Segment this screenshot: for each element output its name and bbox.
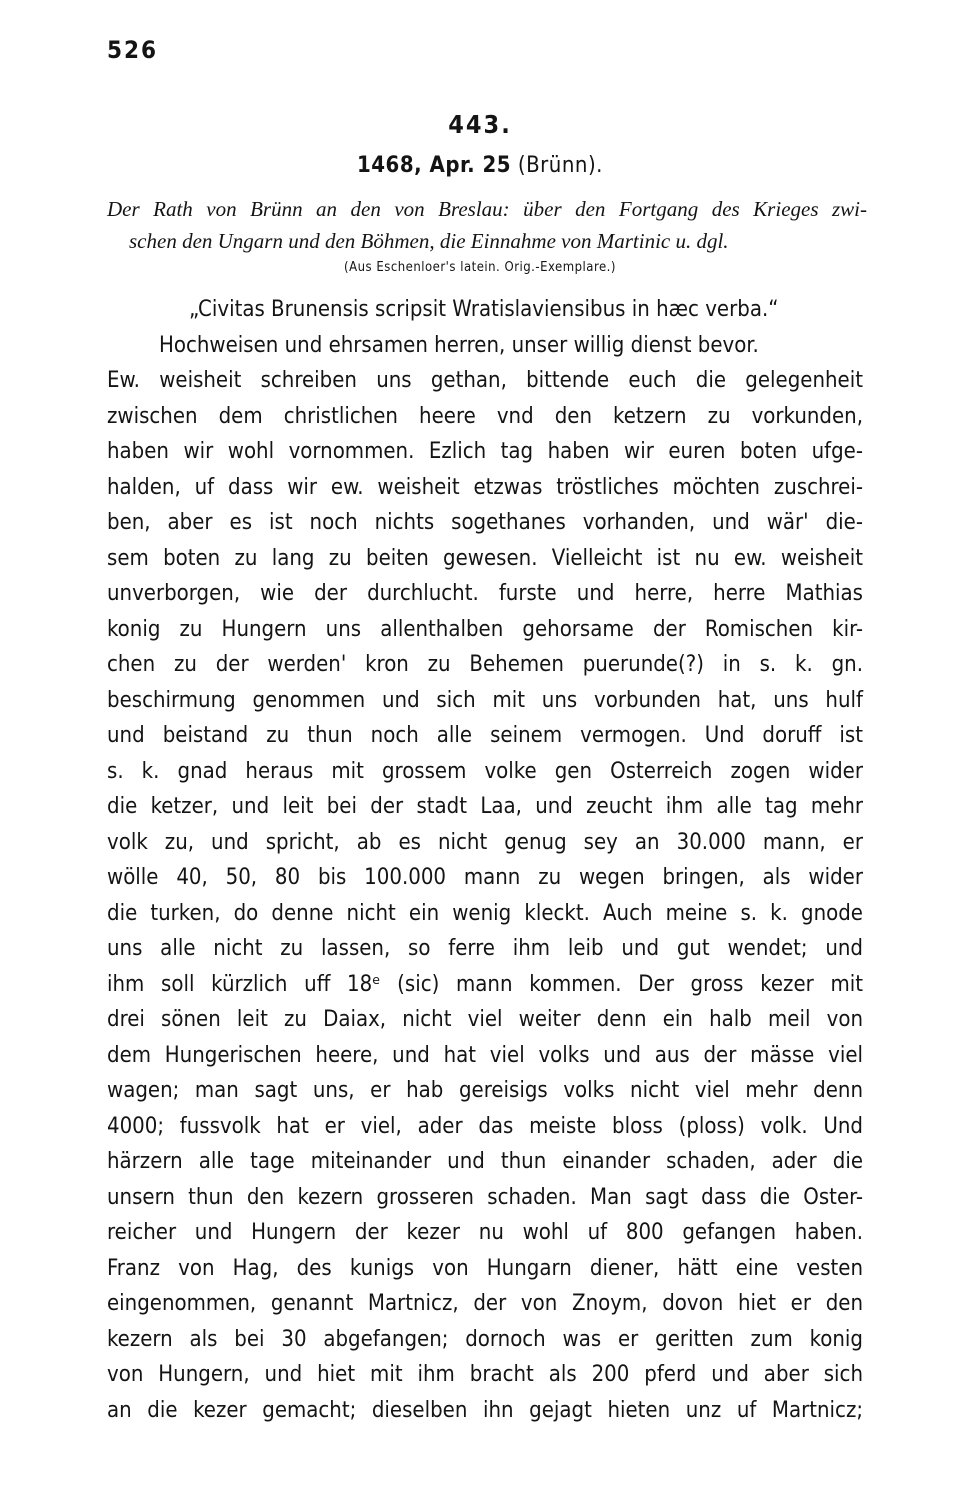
document-date: 1468, Apr. 25	[357, 153, 512, 178]
body-line: 4000; fussvolk hat er viel, ader das meiste bloss (ploss) volk. Und	[107, 1113, 863, 1139]
body-line: Ew. weisheit schreiben uns gethan, bittende euch die gelegenheit	[107, 368, 863, 393]
body-line: unverborgen, wie der durchlucht. furste und herre, herre Mathias	[107, 581, 863, 606]
body-line: die ketzer, und leit bei der stadt Laa, und zeucht ihm alle tag mehr	[107, 794, 863, 819]
body-line: an die kezer gemacht; dieselben ihn gejagt hieten unz uf Martnicz;	[107, 1397, 863, 1423]
summary-line: schen den Ungarn und den Böhmen, die Einnahme von Martinic u. dgl.	[129, 229, 729, 253]
body-line: uns alle nicht zu lassen, so ferre ihm leib und gut wendet; und	[107, 936, 863, 961]
document-place: (Brünn).	[517, 153, 603, 178]
body-line: Franz von Hag, des kunigs von Hungarn diener, hätt eine vesten	[107, 1255, 863, 1281]
body-line: eingenommen, genannt Martnicz, der von Znoym, dovon hiet er den	[107, 1291, 863, 1316]
body-line: chen zu der werden' kron zu Behemen puerunde(?) in s. k. gn.	[107, 652, 863, 677]
body-line: halden, uf dass wir ew. weisheit etzwas tröstliches möchten zuschrei-	[107, 474, 863, 500]
body-line: unsern thun den kezern grosseren schaden. Man sagt dass die Oster-	[107, 1184, 863, 1210]
body-line: sem boten zu lang zu beiten gewesen. Vielleicht ist nu ew. weisheit	[107, 545, 863, 571]
document-summary	[107, 193, 867, 257]
document-number: 443.	[448, 110, 512, 139]
source-note: (Aus Eschenloer's latein. Orig.-Exemplare.)	[344, 260, 616, 275]
body-line: die turken, do denne nicht ein wenig kleckt. Auch meine s. k. gnode	[107, 900, 863, 926]
body-line: reicher und Hungern der kezer nu wohl uf 800 gefangen haben.	[107, 1220, 863, 1245]
body-line: wagen; man sagt uns, er hab gereisigs volks nicht viel mehr denn	[107, 1078, 863, 1103]
summary-line: Der Rath von Brünn an den von Breslau: über den Fortgang des Krieges zwi-	[107, 197, 867, 221]
body-line: haben wir wohl vornommen. Ezlich tag haben wir euren boten ufge-	[107, 439, 863, 464]
body-line: drei sönen leit zu Daiax, nicht viel weiter denn ein halb meil von	[107, 1007, 863, 1032]
body-line: Hochweisen und ehrsamen herren, unser willig dienst bevor.	[159, 332, 759, 358]
body-line: ben, aber es ist noch nichts sogethanes vorhanden, und wär' die-	[107, 510, 863, 535]
body-line: volk zu, und spricht, ab es nicht genug sey an 30.000 mann, er	[107, 829, 863, 855]
body-line: von Hungern, und hiet mit ihm bracht als 200 pferd und aber sich	[107, 1362, 863, 1387]
document-date-heading	[0, 153, 960, 178]
page-number: 526	[107, 36, 159, 64]
body-line: s. k. gnad heraus mit grossem volke gen Osterreich zogen wider	[107, 758, 863, 784]
body-line: kezern als bei 30 abgefangen; dornoch was er geritten zum konig	[107, 1326, 863, 1352]
letter-body	[107, 292, 863, 1428]
body-line: dem Hungerischen heere, und hat viel volks und aus der mässe viel	[107, 1042, 863, 1068]
body-line: wölle 40, 50, 80 bis 100.000 mann zu wegen bringen, als wider	[107, 865, 863, 890]
body-line: und beistand zu thun noch alle seinem vermogen. Und doruff ist	[107, 723, 863, 748]
body-line: härzern alle tage miteinander und thun einander schaden, ader die	[107, 1149, 863, 1174]
body-line: ihm soll kürzlich uff 18ᵉ (sic) mann kommen. Der gross kezer mit	[107, 971, 863, 997]
body-line: konig zu Hungern uns allenthalben gehorsame der Romischen kir-	[107, 616, 863, 642]
body-line: zwischen dem christlichen heere vnd den ketzern zu vorkunden,	[107, 403, 863, 429]
body-line: „Civitas Brunensis scripsit Wratislaviensibus in hæc verba.“	[189, 297, 779, 322]
body-line: beschirmung genommen und sich mit uns vorbunden hat, uns hulf	[107, 687, 863, 713]
